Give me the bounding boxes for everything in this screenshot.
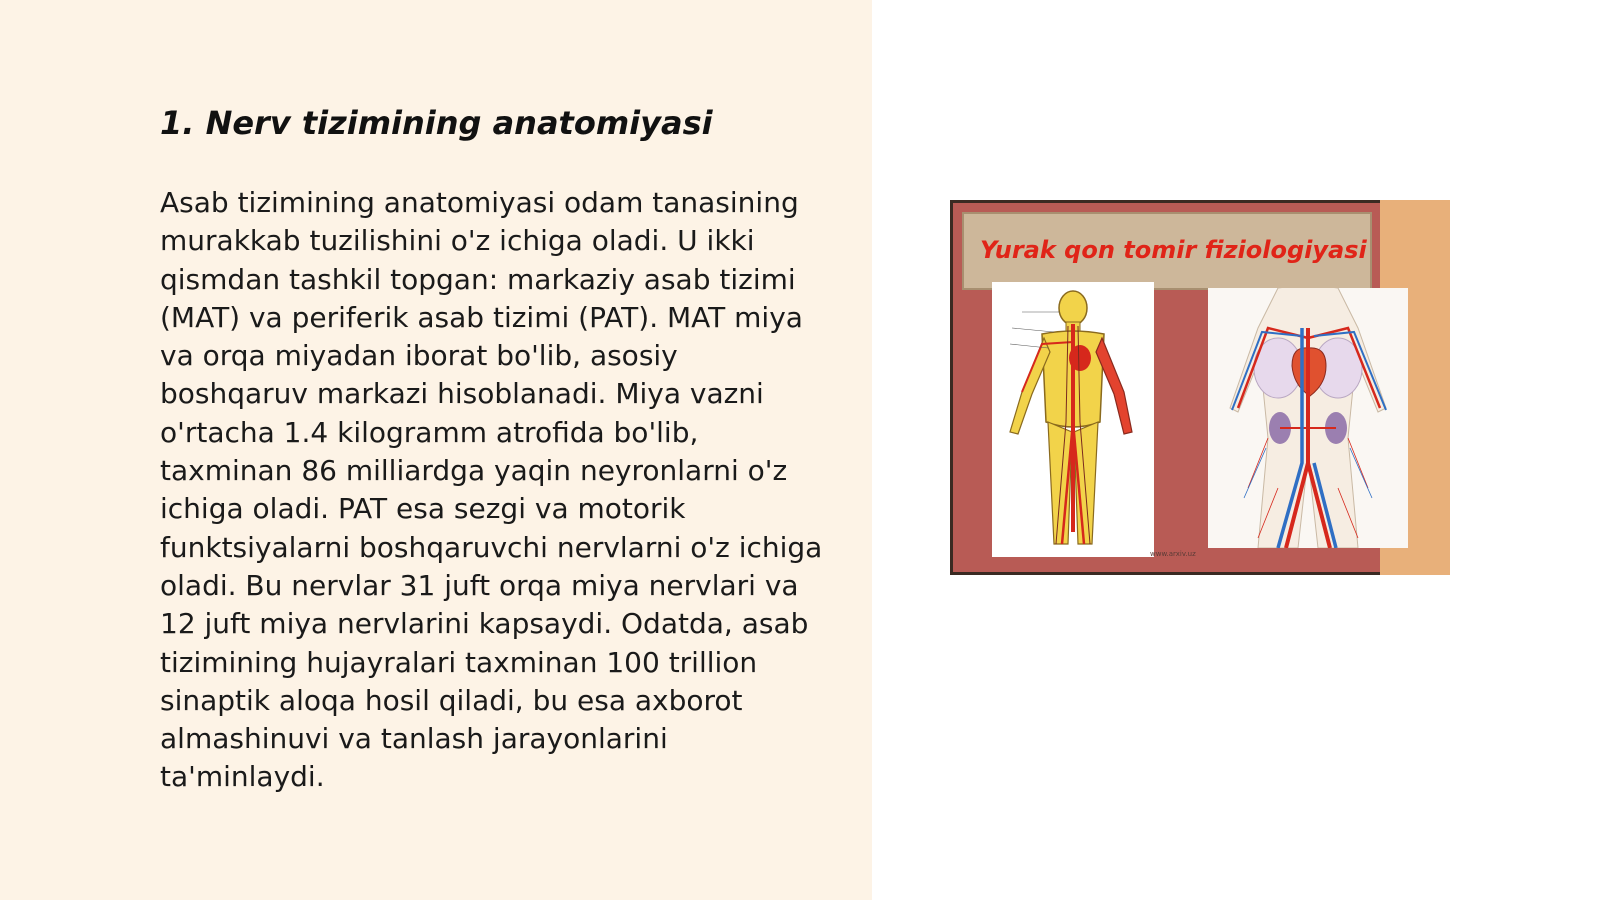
vascular-system-illustration (1208, 288, 1408, 548)
vascular-system-drawing (1208, 288, 1408, 548)
body-outline-illustration (992, 282, 1154, 557)
slide-body-text: Asab tizimining anatomiyasi odam tanasining murakkab tuzilishini o'z ichiga oladi. U ikki qismdan tashkil topgan: markaziy asab tizimi (MAT) va periferik asab tizimi (PAT). MAT miya va orqa miyadan iborat bo'lib, asosiy boshqaruv markazi hisoblanadi. Miya vazni o'rtacha 1.4 kilogramm atrofida bo'lib, taxminan 86 milliardga yaqin neyronlarni o'z ichiga oladi. PAT esa sezgi va motorik funktsiyalarni boshqaruvchi nervlarni o'z ichiga oladi. Bu nervlar 31 juft orqa miya nervlari va 12 juft miya nervlarini kapsaydi. Odatda, asab tizimining hujayralari taxminan 100 trillion sinaptik aloqa hosil qiladi, bu esa axborot almashinuvi va tanlash jarayonlarini ta'minlaydi. (160, 186, 823, 794)
figure-title: Yurak qon tomir fiziologiyasi (980, 236, 1367, 264)
image-source-url: www.arxiv.uz (1150, 550, 1196, 558)
slide-title: 1. Nerv tizimining anatomiyasi (160, 104, 713, 142)
figure-title-band (962, 212, 1372, 290)
circulatory-system-image (950, 200, 1450, 575)
body-outline-drawing (992, 282, 1154, 557)
